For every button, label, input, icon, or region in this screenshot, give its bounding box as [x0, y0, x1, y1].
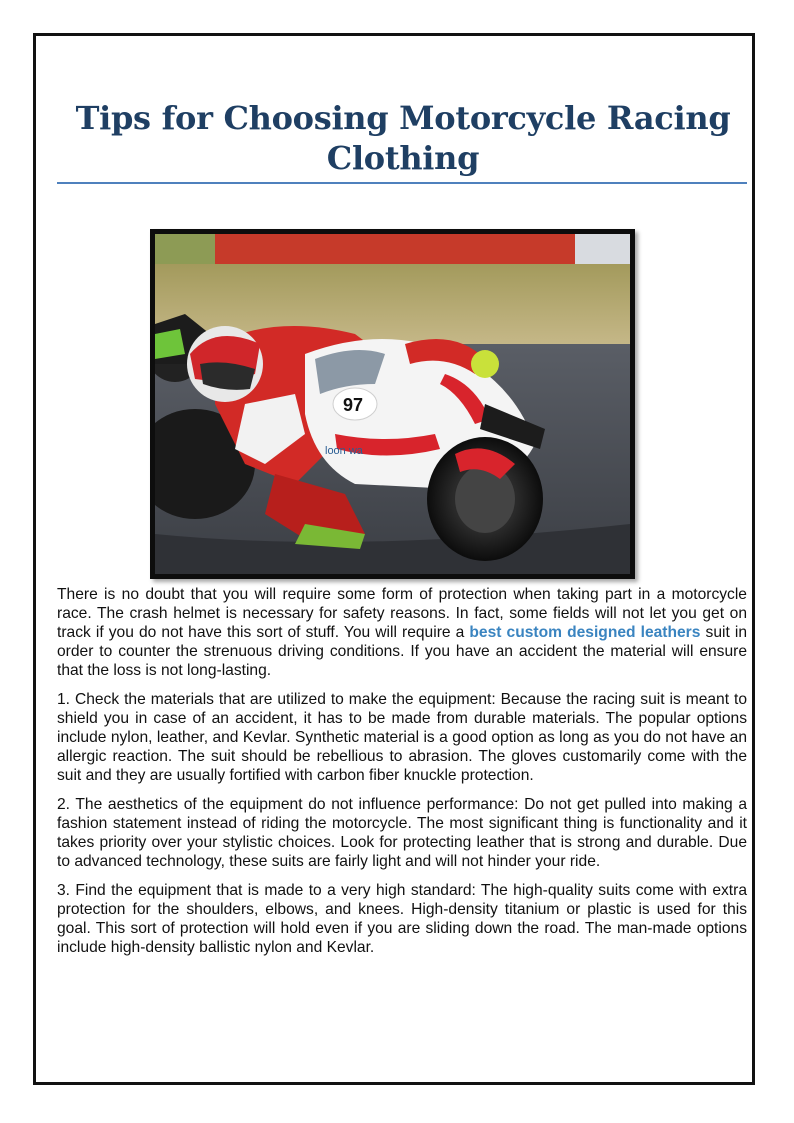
title-divider [57, 182, 747, 184]
intro-text-end: suit in order to counter the strenuous driving conditions. If you have an accident the material will ensure that the loss is not long-lasting. [57, 624, 748, 679]
bike-number-label: 97 [343, 395, 364, 415]
sponsor-label: loon wa [325, 445, 363, 457]
best-custom-leathers-link[interactable]: best custom designed leathers [469, 624, 701, 641]
intro-text-start: There is no doubt that you will require some form of protection when taking part in a motorcycle race. The crash helmet is necessary for safety reasons. In fact, some fields will not let you get on track if you do not have this sort of stuff. You will require a [57, 586, 747, 641]
motorcycle-racer-photo [150, 229, 635, 579]
racer-photo-illustration [155, 234, 630, 574]
tip-paragraph-3: 3. Find the equipment that is made to a very high standard: The high-quality suits come with extra protection for the shoulders, elbows, and knees. High-density titanium or plastic is used for this goal. This sort of protection will hold even if you are sliding down the road. The man-made options include high-density ballistic nylon and Kevlar. [57, 882, 747, 956]
intro-paragraph [57, 585, 747, 680]
article-body [57, 585, 747, 967]
tip-paragraph-1: 1. Check the materials that are utilized to make the equipment: Because the racing suit is meant to shield you in case of an accident, it has to be made from durable materials. The popular options include nylon, leather, and Kevlar. Synthetic material is a good option as long as you do not have an allergic reaction. The suit should be rebellious to abrasion. The gloves customarily come with the suit and they are usually fortified with carbon fiber knuckle protection. [57, 691, 747, 784]
page-title: Tips for Choosing Motorcycle Racing Clothing [75, 99, 731, 177]
tip-paragraph-2: 2. The aesthetics of the equipment do not influence performance: Do not get pulled into making a fashion statement instead of riding the motorcycle. The most significant thing is functionality and it takes priority over your stylistic choices. Look for protecting leather that is strong and durable. Due to advanced technology, these suits are fairly light and will not hinder your ride. [57, 796, 747, 870]
